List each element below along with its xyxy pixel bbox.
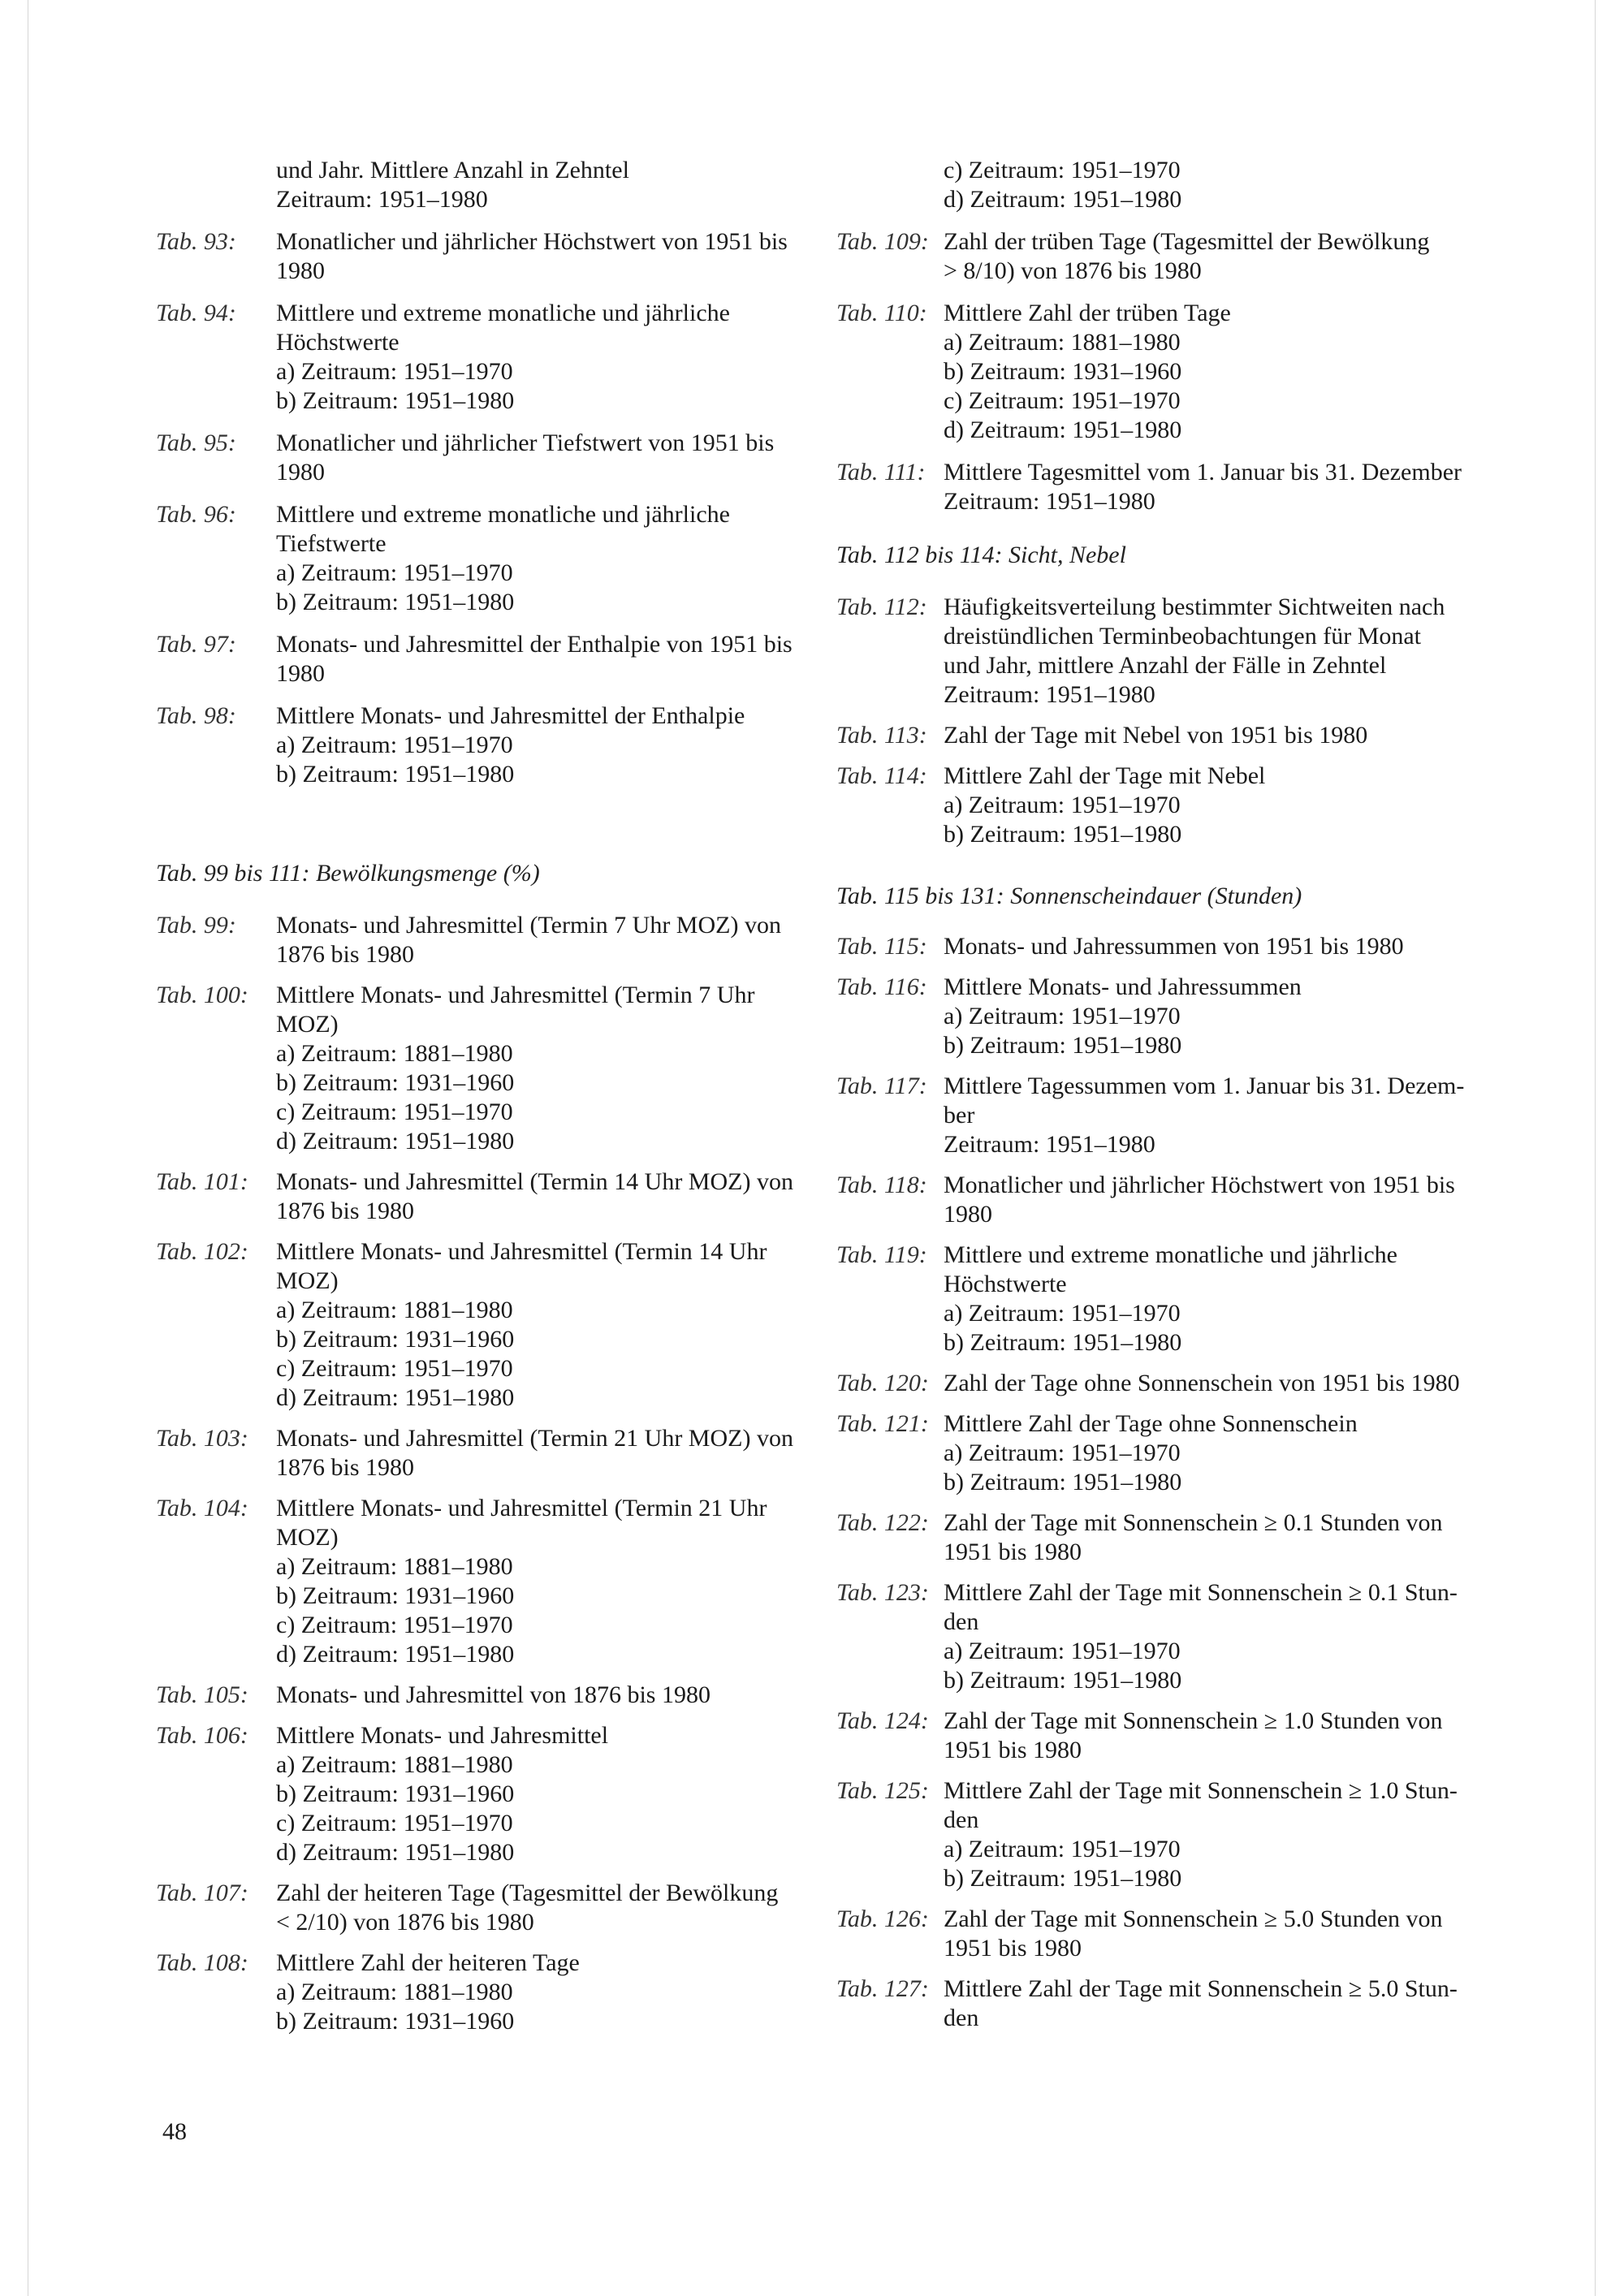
table-entry — [836, 973, 1494, 1060]
entry-group — [156, 911, 822, 2036]
table-number: Tab. 95: — [156, 429, 236, 456]
period-line: c) Zeitraum: 1951–1970 — [276, 1098, 513, 1125]
entry-title — [944, 593, 1494, 710]
table-entry — [156, 500, 822, 617]
title-line: Zeitraum: 1951–1980 — [944, 488, 1155, 515]
period-line: d) Zeitraum: 1951–1980 — [276, 1384, 515, 1411]
period-line: b) Zeitraum: 1951–1980 — [276, 387, 515, 414]
period-line: a) Zeitraum: 1951–1970 — [944, 792, 1181, 818]
title-line: ber — [944, 1102, 975, 1129]
period-line: b) Zeitraum: 1931–1960 — [276, 2008, 515, 2035]
period-line: a) Zeitraum: 1951–1970 — [276, 358, 513, 385]
title-line: Mittlere Monats- und Jahresmittel (Termin 21 Uhr — [276, 1495, 767, 1521]
entry-title — [276, 1424, 822, 1482]
table-number: Tab. 124: — [836, 1707, 929, 1734]
section-heading: Tab. 99 bis 111: Bewölkungsmenge (%) — [156, 860, 540, 887]
title-line: dreistündlichen Terminbeobachtungen für Monat — [944, 623, 1422, 650]
title-line: 1980 — [276, 257, 325, 284]
period-line: c) Zeitraum: 1951–1970 — [276, 1810, 513, 1836]
period-line: d) Zeitraum: 1951–1980 — [276, 1839, 515, 1866]
title-line: Monats- und Jahresmittel der Enthalpie von 1951 bis — [276, 631, 793, 658]
title-line: Monats- und Jahresmittel (Termin 14 Uhr MOZ) von — [276, 1168, 793, 1195]
title-line: > 8/10) von 1876 bis 1980 — [944, 257, 1202, 284]
entry-title — [944, 458, 1494, 516]
title-line: Mittlere Monats- und Jahresmittel (Termin 7 Uhr — [276, 982, 755, 1008]
spacer — [156, 888, 822, 900]
table-number: Tab. 120: — [836, 1370, 929, 1396]
table-number: Tab. 111: — [836, 459, 926, 486]
title-line: den — [944, 1608, 979, 1635]
entry-title — [944, 1508, 1494, 1567]
table-entry — [836, 1905, 1494, 1963]
entry-title — [944, 1776, 1494, 1893]
title-line: Höchstwerte — [276, 329, 400, 356]
period-line: a) Zeitraum: 1881–1980 — [276, 1979, 513, 2005]
period-line: b) Zeitraum: 1931–1960 — [276, 1582, 515, 1609]
table-number: Tab. 122: — [836, 1509, 929, 1536]
table-number: Tab. 104: — [156, 1495, 248, 1521]
title-line: Tiefstwerte — [276, 530, 387, 557]
title-line: Zahl der Tage mit Sonnenschein ≥ 1.0 Stunden von — [944, 1707, 1443, 1734]
period-line: a) Zeitraum: 1881–1980 — [276, 1297, 513, 1323]
table-number: Tab. 125: — [836, 1777, 929, 1804]
period-line: a) Zeitraum: 1951–1970 — [276, 732, 513, 758]
title-line: und Jahr, mittlere Anzahl der Fälle in Zehntel — [944, 652, 1387, 679]
entry-title — [276, 630, 822, 688]
table-number: Tab. 97: — [156, 631, 236, 658]
table-entry — [156, 1494, 822, 1669]
title-line: MOZ) — [276, 1011, 339, 1038]
title-line: 1951 bis 1980 — [944, 1737, 1082, 1763]
table-number: Tab. 115: — [836, 933, 927, 960]
table-entry — [836, 1578, 1494, 1695]
title-line: 1876 bis 1980 — [276, 1198, 415, 1224]
title-line: Mittlere Zahl der Tage mit Sonnenschein ≥ 1.0 Stun- — [944, 1777, 1458, 1804]
title-line: Monatlicher und jährlicher Höchstwert von 1951 bis — [944, 1172, 1455, 1198]
table-number: Tab. 116: — [836, 973, 927, 1000]
table-entry — [156, 227, 822, 286]
section-heading: Tab. 115 bis 131: Sonnenscheindauer (Stunden) — [836, 883, 1302, 909]
entry-title — [944, 762, 1494, 849]
table-number: Tab. 118: — [836, 1172, 927, 1198]
table-entry — [156, 911, 822, 969]
period-line: c) Zeitraum: 1951–1970 — [276, 1355, 513, 1382]
table-entry — [156, 1681, 822, 1710]
table-number: Tab. 96: — [156, 501, 236, 528]
period-line: b) Zeitraum: 1931–1960 — [276, 1780, 515, 1807]
entry-title — [944, 1171, 1494, 1229]
title-line: 1876 bis 1980 — [276, 1454, 415, 1481]
table-entry — [156, 1167, 822, 1226]
period-line: b) Zeitraum: 1951–1980 — [944, 1667, 1182, 1694]
continued-line: Zeitraum: 1951–1980 — [276, 186, 488, 213]
period-line: b) Zeitraum: 1931–1960 — [944, 358, 1182, 385]
table-number: Tab. 119: — [836, 1241, 927, 1268]
title-line: MOZ) — [276, 1267, 339, 1294]
title-line: 1951 bis 1980 — [944, 1935, 1082, 1962]
entry-title — [276, 227, 822, 286]
period-line: b) Zeitraum: 1951–1980 — [944, 1865, 1182, 1892]
table-number: Tab. 99: — [156, 912, 236, 939]
table-number: Tab. 106: — [156, 1722, 248, 1749]
title-line: Mittlere Zahl der Tage mit Sonnenschein ≥ 5.0 Stun- — [944, 1975, 1458, 2002]
title-line: den — [944, 1806, 979, 1833]
title-line: 1951 bis 1980 — [944, 1539, 1082, 1565]
table-entry — [836, 299, 1494, 445]
right-column — [836, 156, 1494, 2033]
left-column — [156, 156, 822, 2036]
table-number: Tab. 117: — [836, 1072, 927, 1099]
entry-title — [944, 227, 1494, 286]
table-entry — [156, 701, 822, 789]
period-line: b) Zeitraum: 1951–1980 — [276, 761, 515, 788]
table-entry — [836, 1409, 1494, 1497]
period-line: b) Zeitraum: 1951–1980 — [944, 1032, 1182, 1059]
continued-line: c) Zeitraum: 1951–1970 — [944, 157, 1181, 183]
entry-title — [944, 1905, 1494, 1963]
title-line: Monatlicher und jährlicher Höchstwert von 1951 bis — [276, 228, 788, 255]
table-entry — [836, 1369, 1494, 1398]
title-line: Zahl der trüben Tage (Tagesmittel der Bewölkung — [944, 228, 1430, 255]
table-number: Tab. 126: — [836, 1905, 929, 1932]
table-entry — [836, 721, 1494, 750]
table-entry — [156, 1949, 822, 2036]
title-line: Mittlere und extreme monatliche und jährliche — [944, 1241, 1397, 1268]
table-number: Tab. 93: — [156, 228, 236, 255]
title-line: Mittlere Tagessummen vom 1. Januar bis 31. Dezem- — [944, 1072, 1465, 1099]
table-entry — [156, 630, 822, 688]
continued-entry — [156, 156, 822, 214]
title-line: 1980 — [944, 1201, 992, 1228]
table-entry — [156, 1721, 822, 1867]
table-entry — [156, 981, 822, 1156]
title-line: Zahl der Tage mit Sonnenschein ≥ 5.0 Stunden von — [944, 1905, 1443, 1932]
entry-title — [276, 981, 822, 1156]
page-number: 48 — [162, 2118, 187, 2145]
table-entry — [836, 593, 1494, 710]
table-entry — [836, 227, 1494, 286]
period-line: b) Zeitraum: 1951–1980 — [944, 821, 1182, 848]
title-line: 1876 bis 1980 — [276, 941, 415, 968]
title-line: Mittlere Monats- und Jahresmittel (Termin 14 Uhr — [276, 1238, 767, 1265]
table-number: Tab. 121: — [836, 1410, 929, 1437]
title-line: Monats- und Jahresmittel (Termin 21 Uhr MOZ) von — [276, 1425, 793, 1452]
entry-title — [944, 1241, 1494, 1357]
title-line: Mittlere und extreme monatliche und jährliche — [276, 501, 730, 528]
title-line: Höchstwerte — [944, 1271, 1067, 1297]
title-line: Mittlere Zahl der Tage mit Nebel — [944, 762, 1266, 789]
table-entry — [836, 458, 1494, 516]
title-line: < 2/10) von 1876 bis 1980 — [276, 1909, 534, 1936]
title-line: Mittlere Zahl der Tage ohne Sonnenschein — [944, 1410, 1358, 1437]
entry-title — [944, 1578, 1494, 1695]
entry-title — [276, 1237, 822, 1413]
entry-title — [944, 1974, 1494, 2033]
entry-title — [276, 701, 822, 789]
entry-title — [276, 1681, 822, 1710]
entry-title — [276, 299, 822, 416]
entry-title — [276, 1494, 822, 1669]
title-line: MOZ) — [276, 1524, 339, 1551]
table-number: Tab. 107: — [156, 1880, 248, 1906]
table-entry — [836, 932, 1494, 961]
entry-title — [276, 911, 822, 969]
entry-title — [276, 429, 822, 487]
table-number: Tab. 105: — [156, 1681, 248, 1708]
title-line: 1980 — [276, 660, 325, 687]
table-entry — [836, 1508, 1494, 1567]
title-line: Zeitraum: 1951–1980 — [944, 681, 1155, 708]
title-line: 1980 — [276, 459, 325, 486]
table-number: Tab. 98: — [156, 702, 236, 729]
title-line: Monats- und Jahresmittel (Termin 7 Uhr MOZ) von — [276, 912, 781, 939]
entry-group — [836, 593, 1494, 849]
table-number: Tab. 94: — [156, 300, 236, 326]
period-line: a) Zeitraum: 1951–1970 — [944, 1836, 1181, 1862]
table-entry — [836, 1171, 1494, 1229]
title-line: Mittlere Tagesmittel vom 1. Januar bis 31. Dezember — [944, 459, 1462, 486]
entry-title — [276, 1167, 822, 1226]
entry-title — [944, 1409, 1494, 1497]
title-line: Zahl der Tage mit Nebel von 1951 bis 1980 — [944, 722, 1368, 749]
period-line: b) Zeitraum: 1951–1980 — [944, 1469, 1182, 1495]
title-line: Zeitraum: 1951–1980 — [944, 1131, 1155, 1158]
title-line: Zahl der Tage mit Sonnenschein ≥ 0.1 Stunden von — [944, 1509, 1443, 1536]
table-number: Tab. 123: — [836, 1579, 929, 1606]
title-line: Zahl der Tage ohne Sonnenschein von 1951 bis 1980 — [944, 1370, 1460, 1396]
entry-title — [944, 932, 1494, 961]
continued-entry — [836, 156, 1494, 214]
table-entry — [156, 429, 822, 487]
table-number: Tab. 110: — [836, 300, 927, 326]
entry-title — [276, 1721, 822, 1867]
table-number: Tab. 100: — [156, 982, 248, 1008]
period-line: a) Zeitraum: 1951–1970 — [944, 1638, 1181, 1664]
period-line: a) Zeitraum: 1881–1980 — [944, 329, 1181, 356]
period-line: a) Zeitraum: 1951–1970 — [944, 1439, 1181, 1466]
title-line: Mittlere Monats- und Jahresmittel der Enthalpie — [276, 702, 745, 729]
title-line: Mittlere Zahl der heiteren Tage — [276, 1949, 580, 1976]
entry-title — [944, 973, 1494, 1060]
spacer — [836, 570, 1494, 581]
continued-line: d) Zeitraum: 1951–1980 — [944, 186, 1182, 213]
table-number: Tab. 109: — [836, 228, 929, 255]
period-line: b) Zeitraum: 1951–1980 — [944, 1329, 1182, 1356]
entry-title — [276, 1949, 822, 2036]
table-number: Tab. 127: — [836, 1975, 929, 2002]
table-entry — [156, 299, 822, 416]
title-line: Mittlere Monats- und Jahressummen — [944, 973, 1302, 1000]
entry-title — [276, 500, 822, 617]
period-line: c) Zeitraum: 1951–1970 — [276, 1612, 513, 1638]
entry-group — [156, 227, 822, 789]
table-number: Tab. 101: — [156, 1168, 248, 1195]
table-entry — [836, 762, 1494, 849]
title-line: Monats- und Jahresmittel von 1876 bis 1980 — [276, 1681, 710, 1708]
period-line: a) Zeitraum: 1951–1970 — [944, 1003, 1181, 1029]
section-heading: Tab. 112 bis 114: Sicht, Nebel — [836, 542, 1126, 568]
spacer — [836, 849, 1494, 882]
period-line: a) Zeitraum: 1951–1970 — [944, 1300, 1181, 1327]
table-entry — [156, 1879, 822, 1937]
title-line: Monats- und Jahressummen von 1951 bis 1980 — [944, 933, 1404, 960]
period-line: a) Zeitraum: 1881–1980 — [276, 1553, 513, 1580]
table-entry — [836, 1072, 1494, 1159]
period-line: d) Zeitraum: 1951–1980 — [944, 416, 1182, 443]
period-line: b) Zeitraum: 1931–1960 — [276, 1069, 515, 1096]
table-entry — [836, 1241, 1494, 1357]
period-line: b) Zeitraum: 1931–1960 — [276, 1326, 515, 1353]
entry-group — [836, 932, 1494, 2033]
table-entry — [836, 1974, 1494, 2033]
spacer — [836, 911, 1494, 921]
period-line: c) Zeitraum: 1951–1970 — [944, 387, 1181, 414]
period-line: a) Zeitraum: 1951–1970 — [276, 559, 513, 586]
title-line: Monatlicher und jährlicher Tiefstwert von 1951 bis — [276, 429, 775, 456]
title-line: Häufigkeitsverteilung bestimmter Sichtweiten nach — [944, 593, 1445, 620]
entry-title — [944, 1369, 1494, 1398]
period-line: d) Zeitraum: 1951–1980 — [276, 1641, 515, 1668]
table-entry — [836, 1776, 1494, 1893]
table-number: Tab. 112: — [836, 593, 927, 620]
table-entry — [156, 1424, 822, 1482]
entry-title — [276, 1879, 822, 1937]
period-line: d) Zeitraum: 1951–1980 — [276, 1128, 515, 1154]
entry-title — [944, 1707, 1494, 1765]
title-line: Zahl der heiteren Tage (Tagesmittel der Bewölkung — [276, 1880, 779, 1906]
table-number: Tab. 102: — [156, 1238, 248, 1265]
title-line: den — [944, 2005, 979, 2031]
spacer — [156, 789, 822, 859]
title-line: Mittlere Monats- und Jahresmittel — [276, 1722, 609, 1749]
table-entry — [156, 1237, 822, 1413]
spacer — [836, 516, 1494, 541]
continued-line: und Jahr. Mittlere Anzahl in Zehntel — [276, 157, 629, 183]
table-number: Tab. 103: — [156, 1425, 248, 1452]
entry-title — [944, 1072, 1494, 1159]
period-line: a) Zeitraum: 1881–1980 — [276, 1751, 513, 1778]
period-line: b) Zeitraum: 1951–1980 — [276, 589, 515, 615]
entry-group — [836, 227, 1494, 516]
table-entry — [836, 1707, 1494, 1765]
title-line: Mittlere Zahl der trüben Tage — [944, 300, 1231, 326]
period-line: a) Zeitraum: 1881–1980 — [276, 1040, 513, 1067]
page-edge-line — [1595, 0, 1596, 2296]
entry-title — [944, 721, 1494, 750]
entry-title — [944, 299, 1494, 445]
table-number: Tab. 108: — [156, 1949, 248, 1976]
title-line: Mittlere Zahl der Tage mit Sonnenschein ≥ 0.1 Stun- — [944, 1579, 1458, 1606]
table-number: Tab. 113: — [836, 722, 927, 749]
table-number: Tab. 114: — [836, 762, 927, 789]
title-line: Mittlere und extreme monatliche und jährliche — [276, 300, 730, 326]
